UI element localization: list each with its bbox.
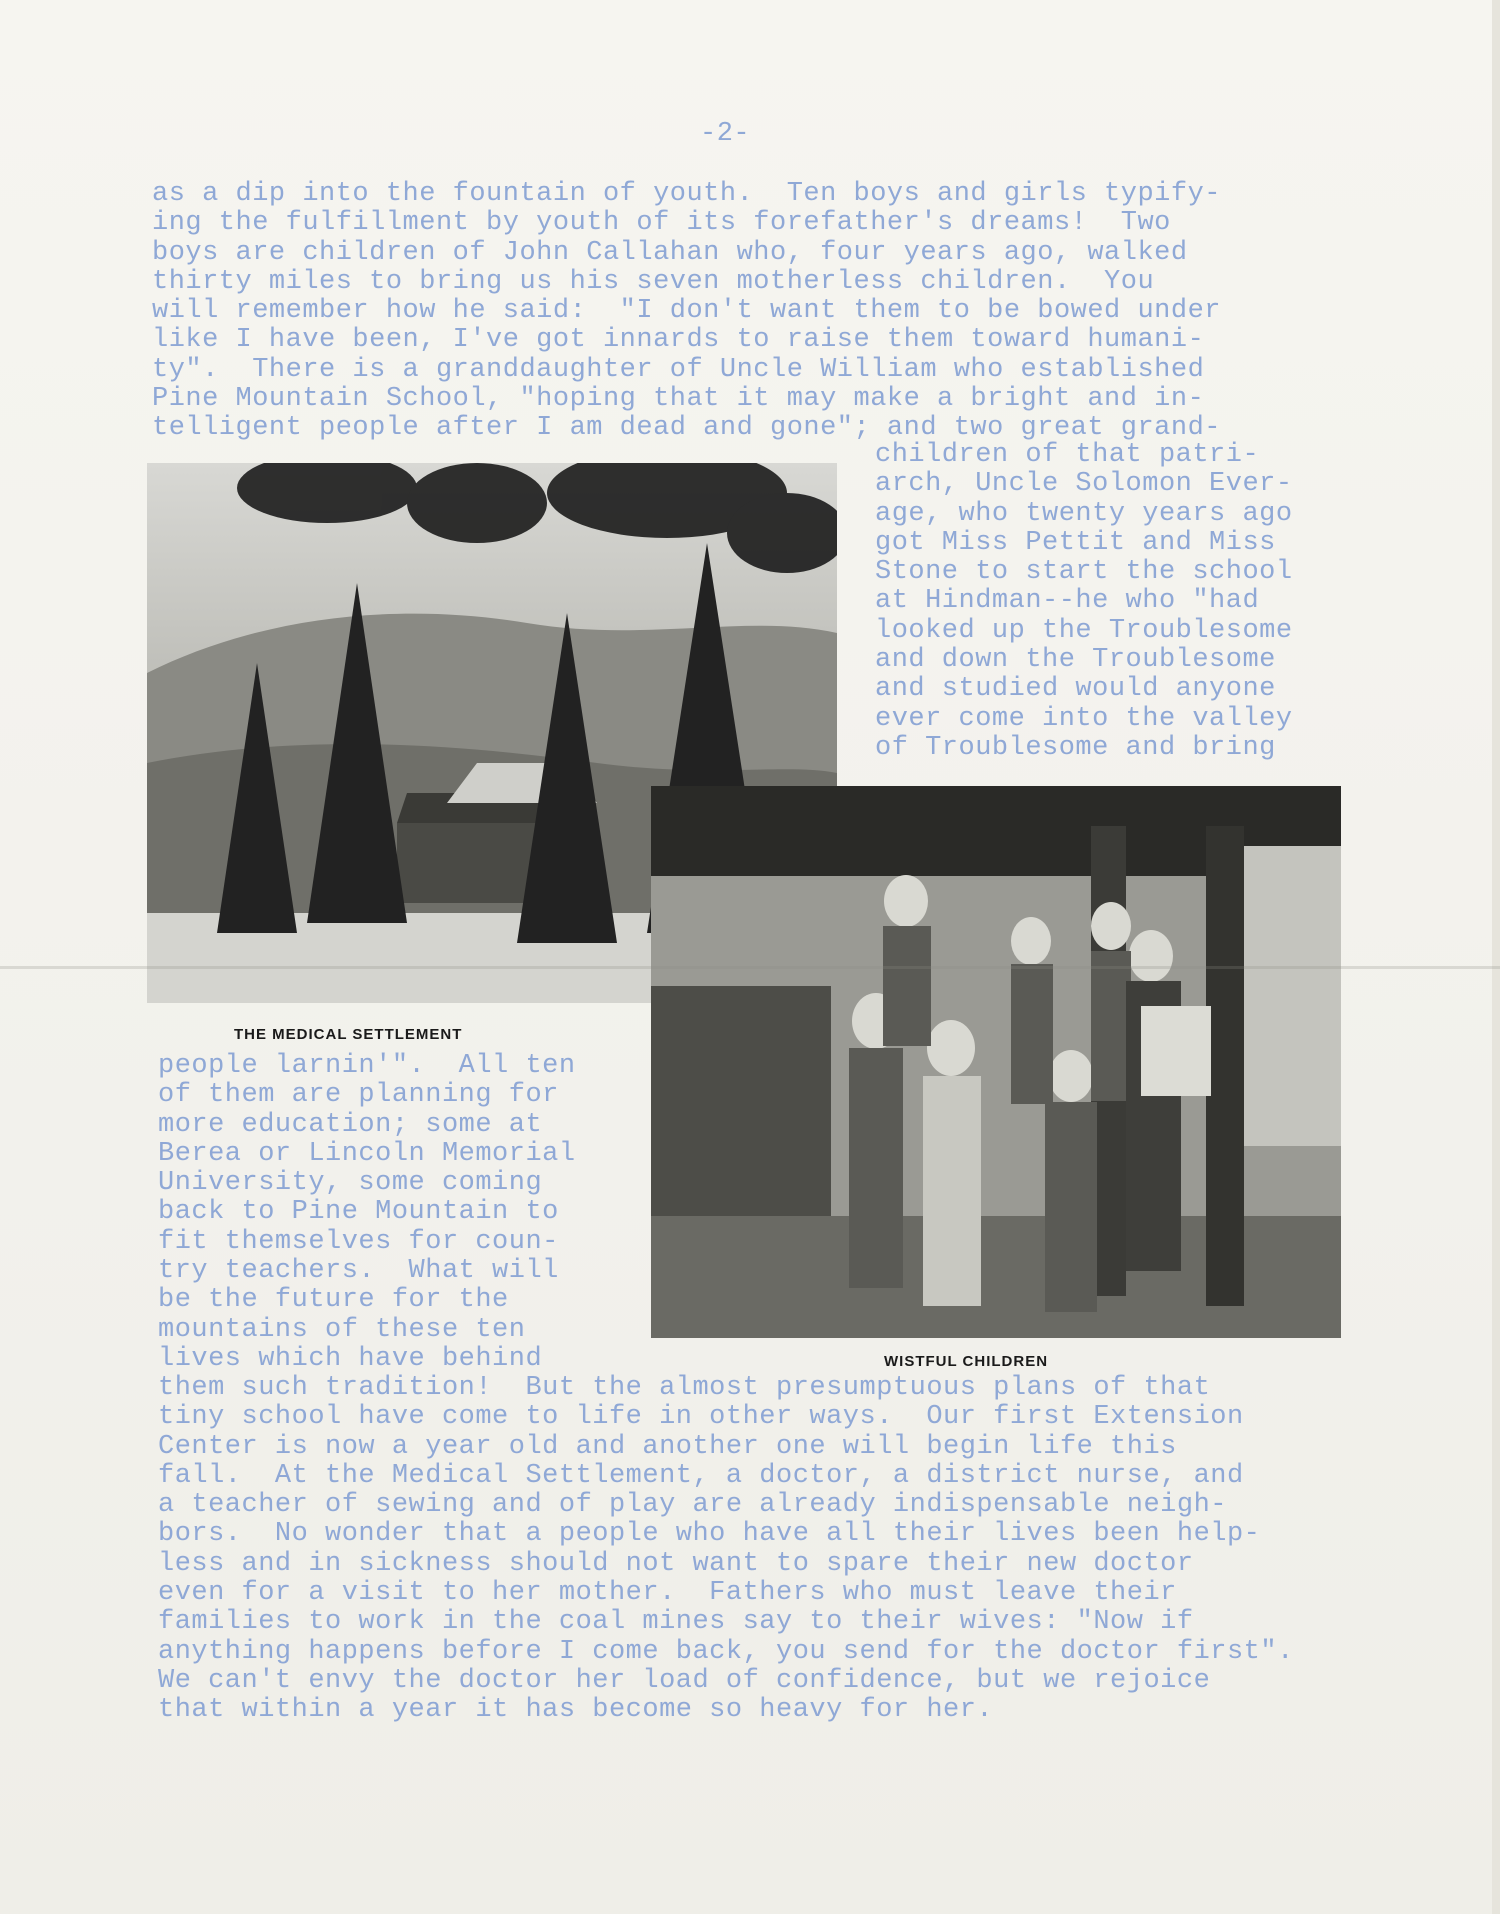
wistful-children-photo [651,786,1341,1338]
text-line: Berea or Lincoln Memorial [158,1138,576,1169]
medical-settlement-caption: THE MEDICAL SETTLEMENT [234,1026,463,1043]
wistful-children-caption: WISTFUL CHILDREN [884,1353,1049,1370]
text-line: age, who twenty years ago [875,498,1293,529]
text-line: and down the Troublesome [875,645,1276,676]
text-line: arch, Uncle Solomon Ever- [875,469,1293,500]
text-line: as a dip into the fountain of youth. Ten boys and girls typify- [152,179,1221,209]
text-line: telligent people after I am dead and gone"; and two great grand- [152,413,1221,444]
text-line: will remember how he said: "I don't want them to be bowed under [152,296,1221,327]
text-line: looked up the Troublesome [875,615,1293,646]
text-line: University, some coming [158,1168,543,1199]
text-line: back to Pine Mountain to [158,1197,559,1228]
paragraph-right [875,441,1293,763]
text-line: Pine Mountain School, "hoping that it may make a bright and in- [152,384,1205,415]
paper-edge [1492,0,1500,1914]
text-line: got Miss Pettit and Miss [875,527,1276,558]
text-line: boys are children of John Callahan who, four years ago, walked [152,237,1188,268]
paragraph-top [152,180,1221,444]
text-line: a teacher of sewing and of play are already indispensable neigh- [158,1490,1227,1521]
text-line: anything happens before I come back, you send for the doctor first". [158,1636,1294,1667]
text-line: people larnin'". All ten [158,1051,576,1081]
text-line: Stone to start the school [875,557,1293,588]
text-line: more education; some at [158,1109,543,1140]
text-line: of them are planning for [158,1080,559,1111]
text-line: try teachers. What will [158,1256,559,1287]
text-line: We can't envy the doctor her load of confidence, but we rejoice [158,1665,1211,1696]
text-line: fit themselves for coun- [158,1226,559,1257]
page-number: -2- [700,119,751,149]
text-line: children of that patri- [875,440,1260,470]
text-line: them such tradition! But the almost presumptuous plans of that [158,1373,1211,1403]
text-line: ty". There is a granddaughter of Uncle William who established [152,354,1205,385]
text-line: thirty miles to bring us his seven motherless children. You [152,266,1155,297]
text-line: tiny school have come to life in other ways. Our first Extension [158,1402,1244,1433]
text-line: fall. At the Medical Settlement, a doctor, a district nurse, and [158,1460,1244,1491]
text-line: that within a year it has become so heavy for her. [158,1695,994,1726]
text-line: bors. No wonder that a people who have all their lives been help- [158,1519,1261,1550]
text-line: less and in sickness should not want to spare their new doctor [158,1548,1194,1579]
text-line: of Troublesome and bring [875,732,1276,763]
paragraph-bottom [158,1374,1294,1726]
text-line: at Hindman--he who "had [875,586,1260,617]
text-line: Center is now a year old and another one will begin life this [158,1431,1177,1462]
text-line: ever come into the valley [875,703,1293,734]
text-line: families to work in the coal mines say to their wives: "Now if [158,1607,1194,1638]
paragraph-left [158,1052,576,1374]
text-line: like I have been, I've got innards to raise them toward humani- [152,325,1205,356]
text-line: mountains of these ten [158,1314,526,1345]
text-line: lives which have behind [158,1343,543,1374]
text-line: ing the fulfillment by youth of its forefather's dreams! Two [152,208,1171,239]
text-line: and studied would anyone [875,674,1276,705]
text-line: even for a visit to her mother. Fathers who must leave their [158,1578,1177,1609]
paper-fold-line [0,966,1500,969]
text-line: be the future for the [158,1285,509,1316]
